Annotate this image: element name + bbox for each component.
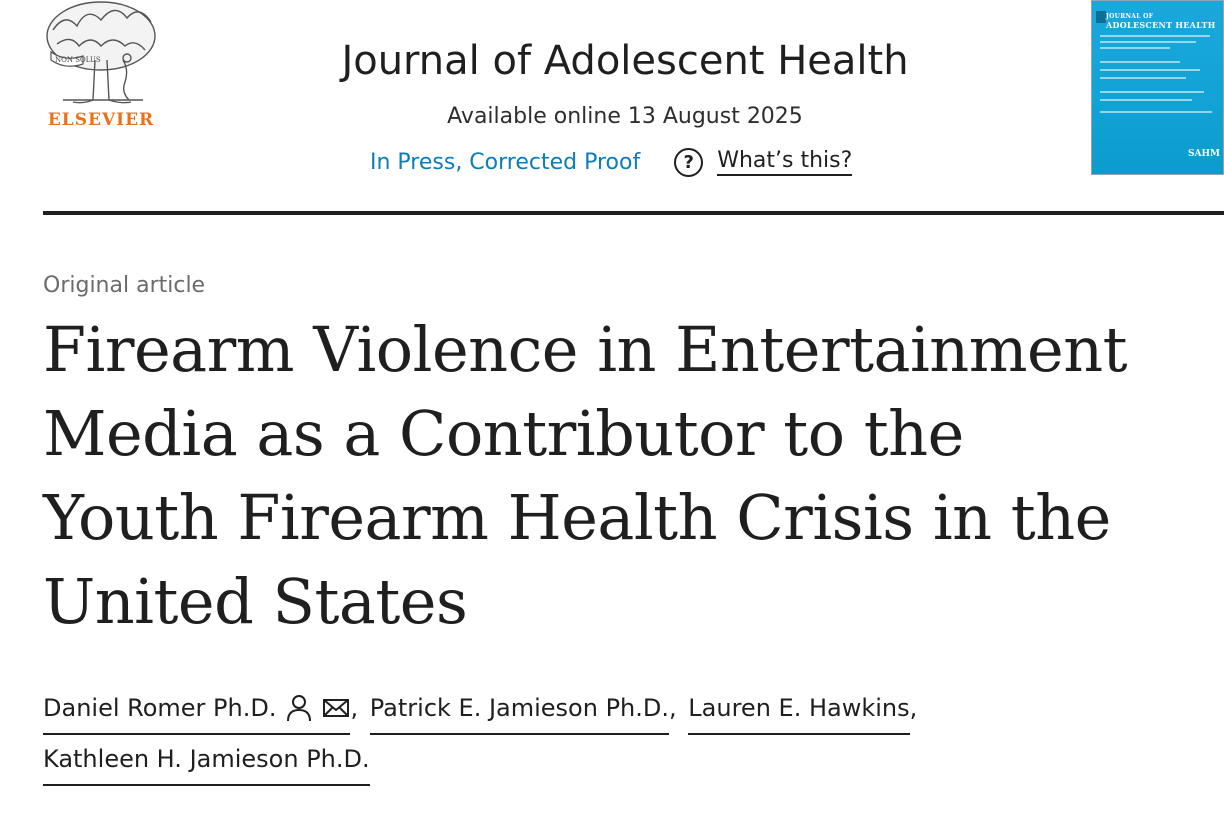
cover-publisher-logo — [1096, 11, 1106, 23]
journal-cover-thumbnail[interactable] — [1091, 0, 1224, 175]
article-title: Firearm Violence in Entertainment Media as a Contributor to the Youth Firearm Health Crisis in the United States — [43, 313, 1128, 638]
author-link-patrick-jamieson[interactable]: Patrick E. Jamieson Ph.D. — [370, 684, 669, 735]
person-icon — [286, 694, 312, 722]
cover-text-line — [1100, 47, 1170, 49]
author-separator: , — [669, 694, 677, 722]
cover-text-line — [1100, 77, 1186, 79]
envelope-icon[interactable] — [322, 696, 350, 720]
cover-text-line — [1100, 111, 1212, 113]
available-online-date: Available online 13 August 2025 — [447, 104, 803, 129]
svg-text:NON SOLUS: NON SOLUS — [55, 56, 101, 64]
cover-text-line — [1100, 91, 1204, 93]
cover-society-logo: SAHM — [1188, 149, 1220, 159]
author-link-lauren-hawkins[interactable]: Lauren E. Hawkins — [688, 684, 909, 735]
journal-header — [0, 0, 1224, 215]
cover-text-line — [1100, 61, 1180, 63]
question-circle-icon[interactable]: ? — [674, 148, 703, 177]
article-status-row — [370, 145, 852, 179]
cover-title — [1106, 13, 1222, 30]
header-divider — [43, 211, 1224, 215]
cover-text-line — [1100, 35, 1210, 37]
author-name: Daniel Romer Ph.D. — [43, 694, 277, 722]
author-separator: , — [909, 694, 918, 722]
cover-text-line — [1100, 69, 1200, 71]
whats-this-link[interactable]: What’s this? — [717, 148, 852, 176]
author-link-daniel-romer[interactable] — [43, 684, 350, 735]
cover-text-line — [1100, 99, 1192, 101]
in-press-status: In Press, Corrected Proof — [370, 149, 641, 175]
cover-title-line-2: ADOLESCENT HEALTH — [1106, 20, 1216, 30]
article-type: Original article — [43, 273, 206, 298]
cover-text-line — [1100, 41, 1196, 43]
cover-title-line-1: JOURNAL OF — [1106, 13, 1154, 20]
author-list — [43, 684, 1203, 786]
author-separator: , — [350, 694, 359, 722]
publisher-name: ELSEVIER — [47, 110, 155, 130]
journal-title[interactable]: Journal of Adolescent Health — [341, 38, 909, 84]
author-link-kathleen-jamieson[interactable]: Kathleen H. Jamieson Ph.D. — [43, 735, 370, 786]
